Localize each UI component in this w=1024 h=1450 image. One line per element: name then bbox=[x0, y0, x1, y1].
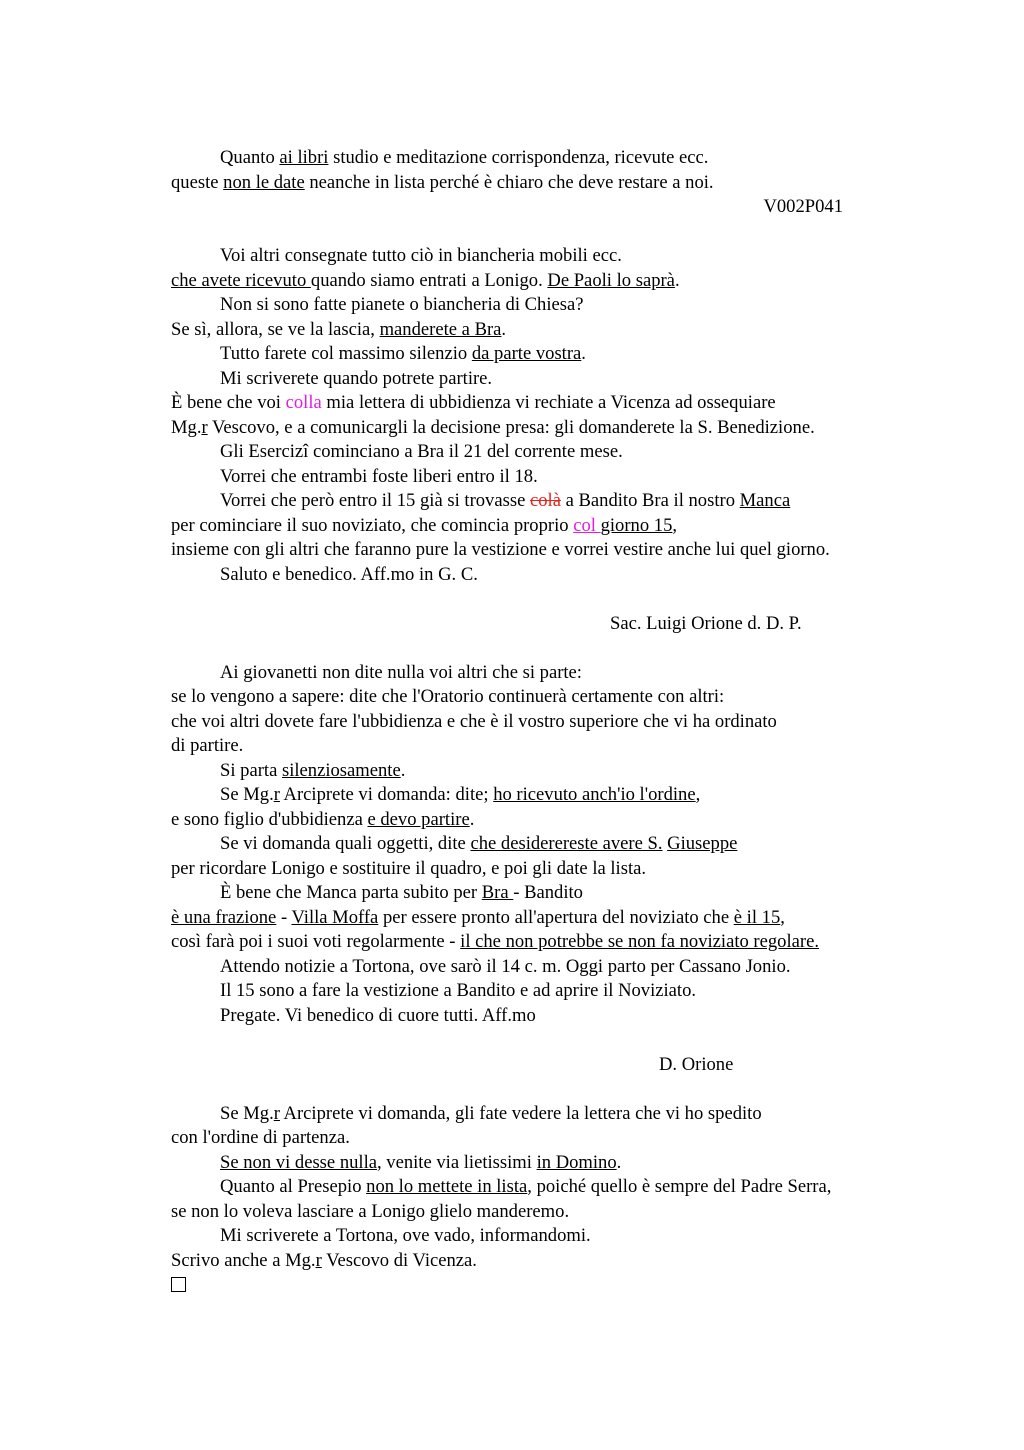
text-line: Se Mg.r Arciprete vi domanda, gli fate vedere la lettera che vi ho spedito bbox=[220, 1102, 762, 1124]
document-page bbox=[171, 146, 911, 1299]
text-line: Se non vi desse nulla, venite via lietissimi in Domino. bbox=[220, 1151, 622, 1173]
text-line: Quanto ai libri studio e meditazione corrispondenza, ricevute ecc. bbox=[220, 147, 709, 168]
text-line: e sono figlio d'ubbidienza e devo partire. bbox=[171, 808, 475, 830]
text-line: che voi altri dovete fare l'ubbidienza e che è il vostro superiore che vi ha ordinato bbox=[171, 710, 777, 732]
text-line: che avete ricevuto quando siamo entrati a Lonigo. De Paoli lo saprà. bbox=[171, 269, 680, 291]
text-line: Vorrei che entrambi foste liberi entro il 18. bbox=[220, 465, 538, 487]
text-line: queste non le date neanche in lista perché è chiaro che deve restare a noi. bbox=[171, 171, 714, 193]
text-line: se lo vengono a sapere: dite che l'Oratorio continuerà certamente con altri: bbox=[171, 686, 725, 707]
text-line: insieme con gli altri che faranno pure la vestizione e vorrei vestire anche lui quel giorno. bbox=[171, 539, 830, 560]
text-line: Mi scriverete quando potrete partire. bbox=[220, 367, 493, 389]
text-line: con l'ordine di partenza. bbox=[171, 1127, 350, 1148]
text-line: È bene che voi colla mia lettera di ubbidienza vi rechiate a Vicenza ad ossequiare bbox=[171, 392, 776, 413]
text-line: Mg.r Vescovo, e a comunicargli la decisione presa: gli domanderete la S. Benedizione. bbox=[171, 416, 815, 438]
text-line: se non lo voleva lasciare a Lonigo glielo manderemo. bbox=[171, 1200, 570, 1222]
text-line: Si parta silenziosamente. bbox=[220, 759, 406, 781]
text-line: Ai giovanetti non dite nulla voi altri che si parte: bbox=[220, 661, 582, 683]
text-line: Gli Esercizî cominciano a Bra il 21 del corrente mese. bbox=[220, 441, 623, 462]
page-reference: V002P041 bbox=[763, 196, 843, 217]
text-line: Tutto farete col massimo silenzio da parte vostra. bbox=[220, 343, 586, 364]
text-line: è una frazione - Villa Moffa per essere pronto all'apertura del noviziato che è il 15, bbox=[171, 906, 785, 928]
text-line: per cominciare il suo noviziato, che comincia proprio col giorno 15, bbox=[171, 514, 678, 536]
signature: Sac. Luigi Orione d. D. P. bbox=[610, 612, 802, 634]
square-icon bbox=[171, 1277, 186, 1292]
text-line: Quanto al Presepio non lo mettete in lista, poiché quello è sempre del Padre Serra, bbox=[220, 1176, 832, 1197]
signature: D. Orione bbox=[659, 1053, 734, 1075]
text-line: Se vi domanda quali oggetti, dite che desiderereste avere S. Giuseppe bbox=[220, 833, 738, 854]
text-line: Se Mg.r Arciprete vi domanda: dite; ho ricevuto anch'io l'ordine, bbox=[220, 784, 701, 805]
text-line: Scrivo anche a Mg.r Vescovo di Vicenza. bbox=[171, 1249, 477, 1271]
text-line: così farà poi i suoi voti regolarmente - il che non potrebbe se non fa noviziato regolare. bbox=[171, 931, 819, 952]
text-line: Voi altri consegnate tutto ciò in biancheria mobili ecc. bbox=[220, 245, 622, 266]
text-line: Il 15 sono a fare la vestizione a Bandito e ad aprire il Noviziato. bbox=[220, 980, 697, 1001]
text-line: Pregate. Vi benedico di cuore tutti. Aff.mo bbox=[220, 1004, 536, 1026]
text-line: per ricordare Lonigo e sostituire il quadro, e poi gli date la lista. bbox=[171, 857, 647, 879]
text-line: Saluto e benedico. Aff.mo in G. C. bbox=[220, 563, 478, 585]
text-line: di partire. bbox=[171, 735, 244, 756]
text-line: Attendo notizie a Tortona, ove sarò il 14 c. m. Oggi parto per Cassano Jonio. bbox=[220, 955, 791, 977]
text-line: È bene che Manca parta subito per Bra - Bandito bbox=[220, 882, 583, 903]
text-line: Non si sono fatte pianete o biancheria di Chiesa? bbox=[220, 294, 584, 315]
end-mark bbox=[171, 1273, 911, 1299]
text-line: Vorrei che però entro il 15 già si trovasse colà a Bandito Bra il nostro Manca bbox=[220, 490, 791, 511]
text-line: Mi scriverete a Tortona, ove vado, informandomi. bbox=[220, 1225, 591, 1246]
text-line: Se sì, allora, se ve la lascia, manderete a Bra. bbox=[171, 318, 507, 340]
